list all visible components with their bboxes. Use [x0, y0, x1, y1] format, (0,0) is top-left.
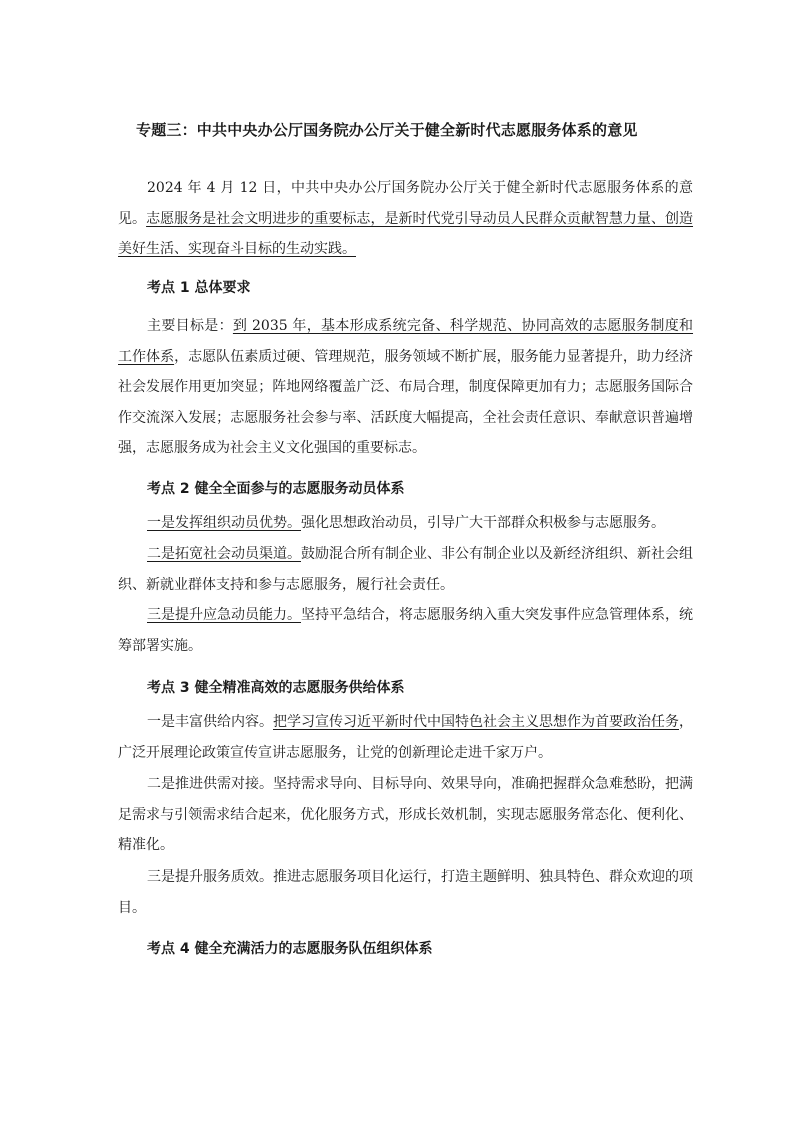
section-2-paragraph-1: [118, 508, 693, 539]
section-1-paragraph: [118, 311, 693, 464]
section-2-point-1-underlined: 一是发挥组织动员优势。: [147, 515, 301, 531]
intro-date-text: 2024 年 4 月 12 日，中共中央办公厅国务院办公厅关于健全新时代志愿服务体系的意见。: [118, 180, 693, 227]
intro-underlined-text: 志愿服务是社会文明进步的重要标志，是新时代党引导动员人民群众贡献智慧力量、创造美好生活、实现奋斗目标的生动实践。: [118, 210, 694, 257]
section-3-paragraph-2: 二是推进供需对接。坚持需求导向、目标导向、效果导向，准确把握群众急难愁盼，把满足需求与引领需求结合起来，优化服务方式，形成长效机制，实现志愿服务常态化、便利化、精准化。: [118, 776, 693, 853]
section-2-point-2-underlined: 二是拓宽社会动员渠道。: [147, 546, 301, 562]
intro-paragraph: [118, 173, 693, 265]
section-1-rest-text: ，志愿队伍素质过硬、管理规范，服务领域不断扩展，服务能力显著提升，助力经济社会发展作用更加突显；阵地网络覆盖广泛、布局合理，制度保障更加有力；志愿服务国际合作交流深入发展；志愿服务社会参与率、活跃度大幅提高，全社会责任意识、奉献意识普遍增强，志愿服务成为社会主义文化强国的重要标志。: [118, 348, 694, 456]
section-2-heading: 考点 2 健全全面参与的志愿服务动员体系: [147, 481, 405, 497]
section-3-paragraph-3: 三是提升服务质效。推进志愿服务项目化运行，打造主题鲜明、独具特色、群众欢迎的项目。: [118, 869, 693, 916]
section-2-point-3-text: 坚持平急结合，将志愿服务纳入重大突发事件应急管理体系，统筹部署实施。: [118, 607, 693, 654]
section-3-point-1-underlined: 把学习宣传习近平新时代中国特色社会主义思想作为首要政治任务: [273, 714, 679, 730]
section-1-heading: 考点 1 总体要求: [147, 280, 251, 296]
section-2-point-2-text: 鼓励混合所有制企业、非公有制企业以及新经济组织、新社会组织、新就业群体支持和参与志愿服务，履行社会责任。: [118, 546, 693, 593]
document-title: 专题三：中共中央办公厅国务院办公厅关于健全新时代志愿服务体系的意见: [136, 121, 638, 139]
section-2-point-1-text: 强化思想政治动员，引导广大干部群众积极参与志愿服务。: [301, 515, 665, 531]
section-3-point-1-text: ，广泛开展理论政策宣传宣讲志愿服务，让党的创新理论走进千家万户。: [118, 714, 693, 761]
section-3-paragraph-1: [118, 707, 693, 768]
section-2-paragraph-2: [118, 539, 693, 600]
section-3-heading: 考点 3 健全精准高效的志愿服务供给体系: [147, 680, 405, 696]
section-1-underlined-text: 到 2035 年，基本形成系统完备、科学规范、协同高效的志愿服务制度和工作体系: [118, 318, 694, 365]
section-2-point-3-underlined: 三是提升应急动员能力。: [147, 607, 301, 623]
section-3-point-1-lead: 一是丰富供给内容。: [147, 714, 273, 730]
section-1-lead-text: 主要目标是：: [147, 318, 233, 334]
section-2-paragraph-3: [118, 600, 693, 661]
section-4-heading: 考点 4 健全充满活力的志愿服务队伍组织体系: [147, 941, 433, 957]
